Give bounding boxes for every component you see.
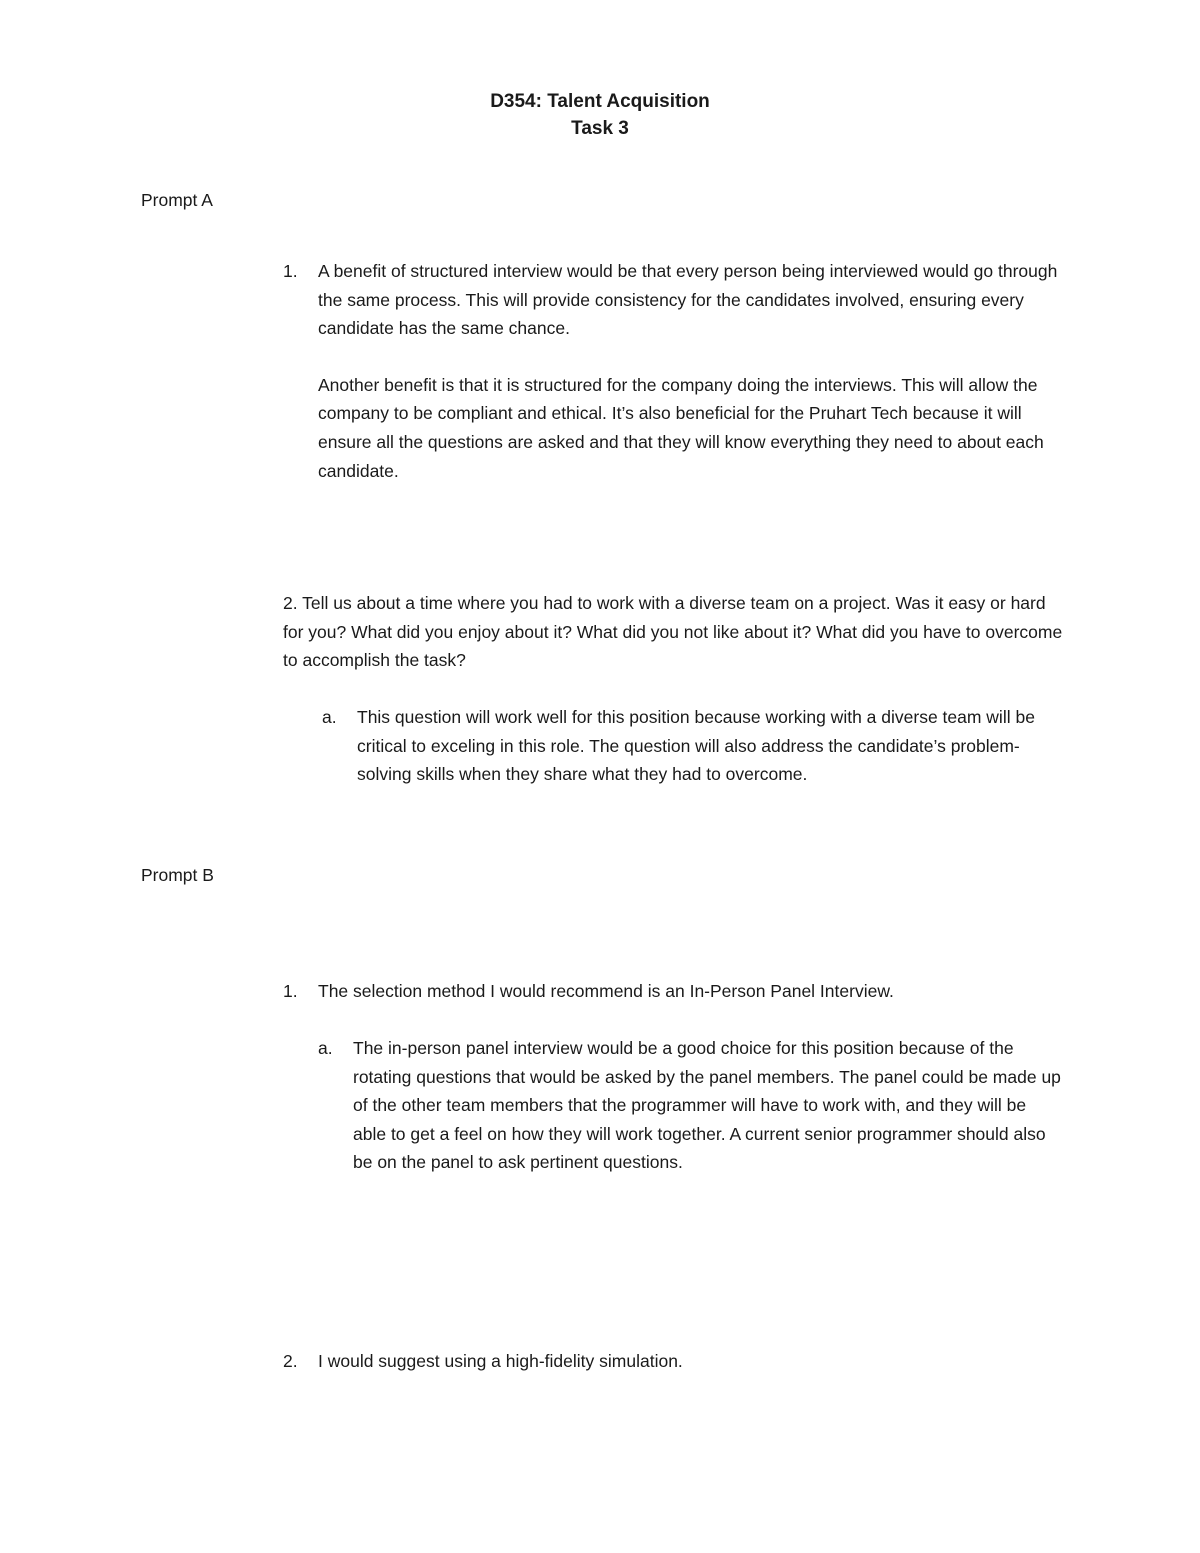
prompt-a-item2-sub-a-text: This question will work well for this position because working with a diverse team will be critical to exceling in this role. The question will also address the candidate’s problem-solving skills when they share what they had to overcome. <box>357 707 1035 785</box>
prompt-b-item2-number: 2. <box>283 1351 298 1371</box>
prompt-a-item1-number: 1. <box>283 261 298 281</box>
prompt-b-item1-sub-a-text: The in-person panel interview would be a good choice for this position because of the rotating questions that would be asked by the panel members. The panel could be made up of the other team members that the programmer will have to work with, and they will be able to get a feel on how they will work together. A current senior programmer should also be on the panel to ask pertinent questions. <box>353 1038 1061 1173</box>
prompt-a-item1-paragraph2: Another benefit is that it is structured for the company doing the interviews. This will allow the company to be compliant and ethical. It’s also beneficial for the Pruhart Tech because it will ensure all the questions are asked and that they will know everything they need to about each candidate. <box>318 374 1044 481</box>
prompt-b-heading: Prompt B <box>141 865 214 885</box>
prompt-a-item2-sub-a-letter: a. <box>322 707 337 727</box>
prompt-a-item1 <box>318 257 1063 485</box>
document-title: D354: Talent Acquisition <box>490 91 710 112</box>
prompt-b-item1-sub-a-letter: a. <box>318 1038 333 1058</box>
prompt-b-item2-text: I would suggest using a high-fidelity simulation. <box>318 1351 683 1371</box>
prompt-b-item1-text: The selection method I would recommend is an In-Person Panel Interview. <box>318 981 894 1001</box>
prompt-a-item2-question: 2. Tell us about a time where you had to work with a diverse team on a project. Was it easy or hard for you? What did you enjoy about it? What did you not like about it? What did you have to overcome to accomplish the task? <box>283 593 1063 671</box>
document-subtitle: Task 3 <box>571 118 629 139</box>
prompt-b-item1-number: 1. <box>283 981 298 1001</box>
title-block <box>0 88 1200 142</box>
prompt-a-item1-paragraph1: A benefit of structured interview would be that every person being interviewed would go through the same process. This will provide consistency for the candidates involved, ensuring every candidate has the same chance. <box>318 261 1058 339</box>
prompt-a-heading: Prompt A <box>141 190 213 210</box>
